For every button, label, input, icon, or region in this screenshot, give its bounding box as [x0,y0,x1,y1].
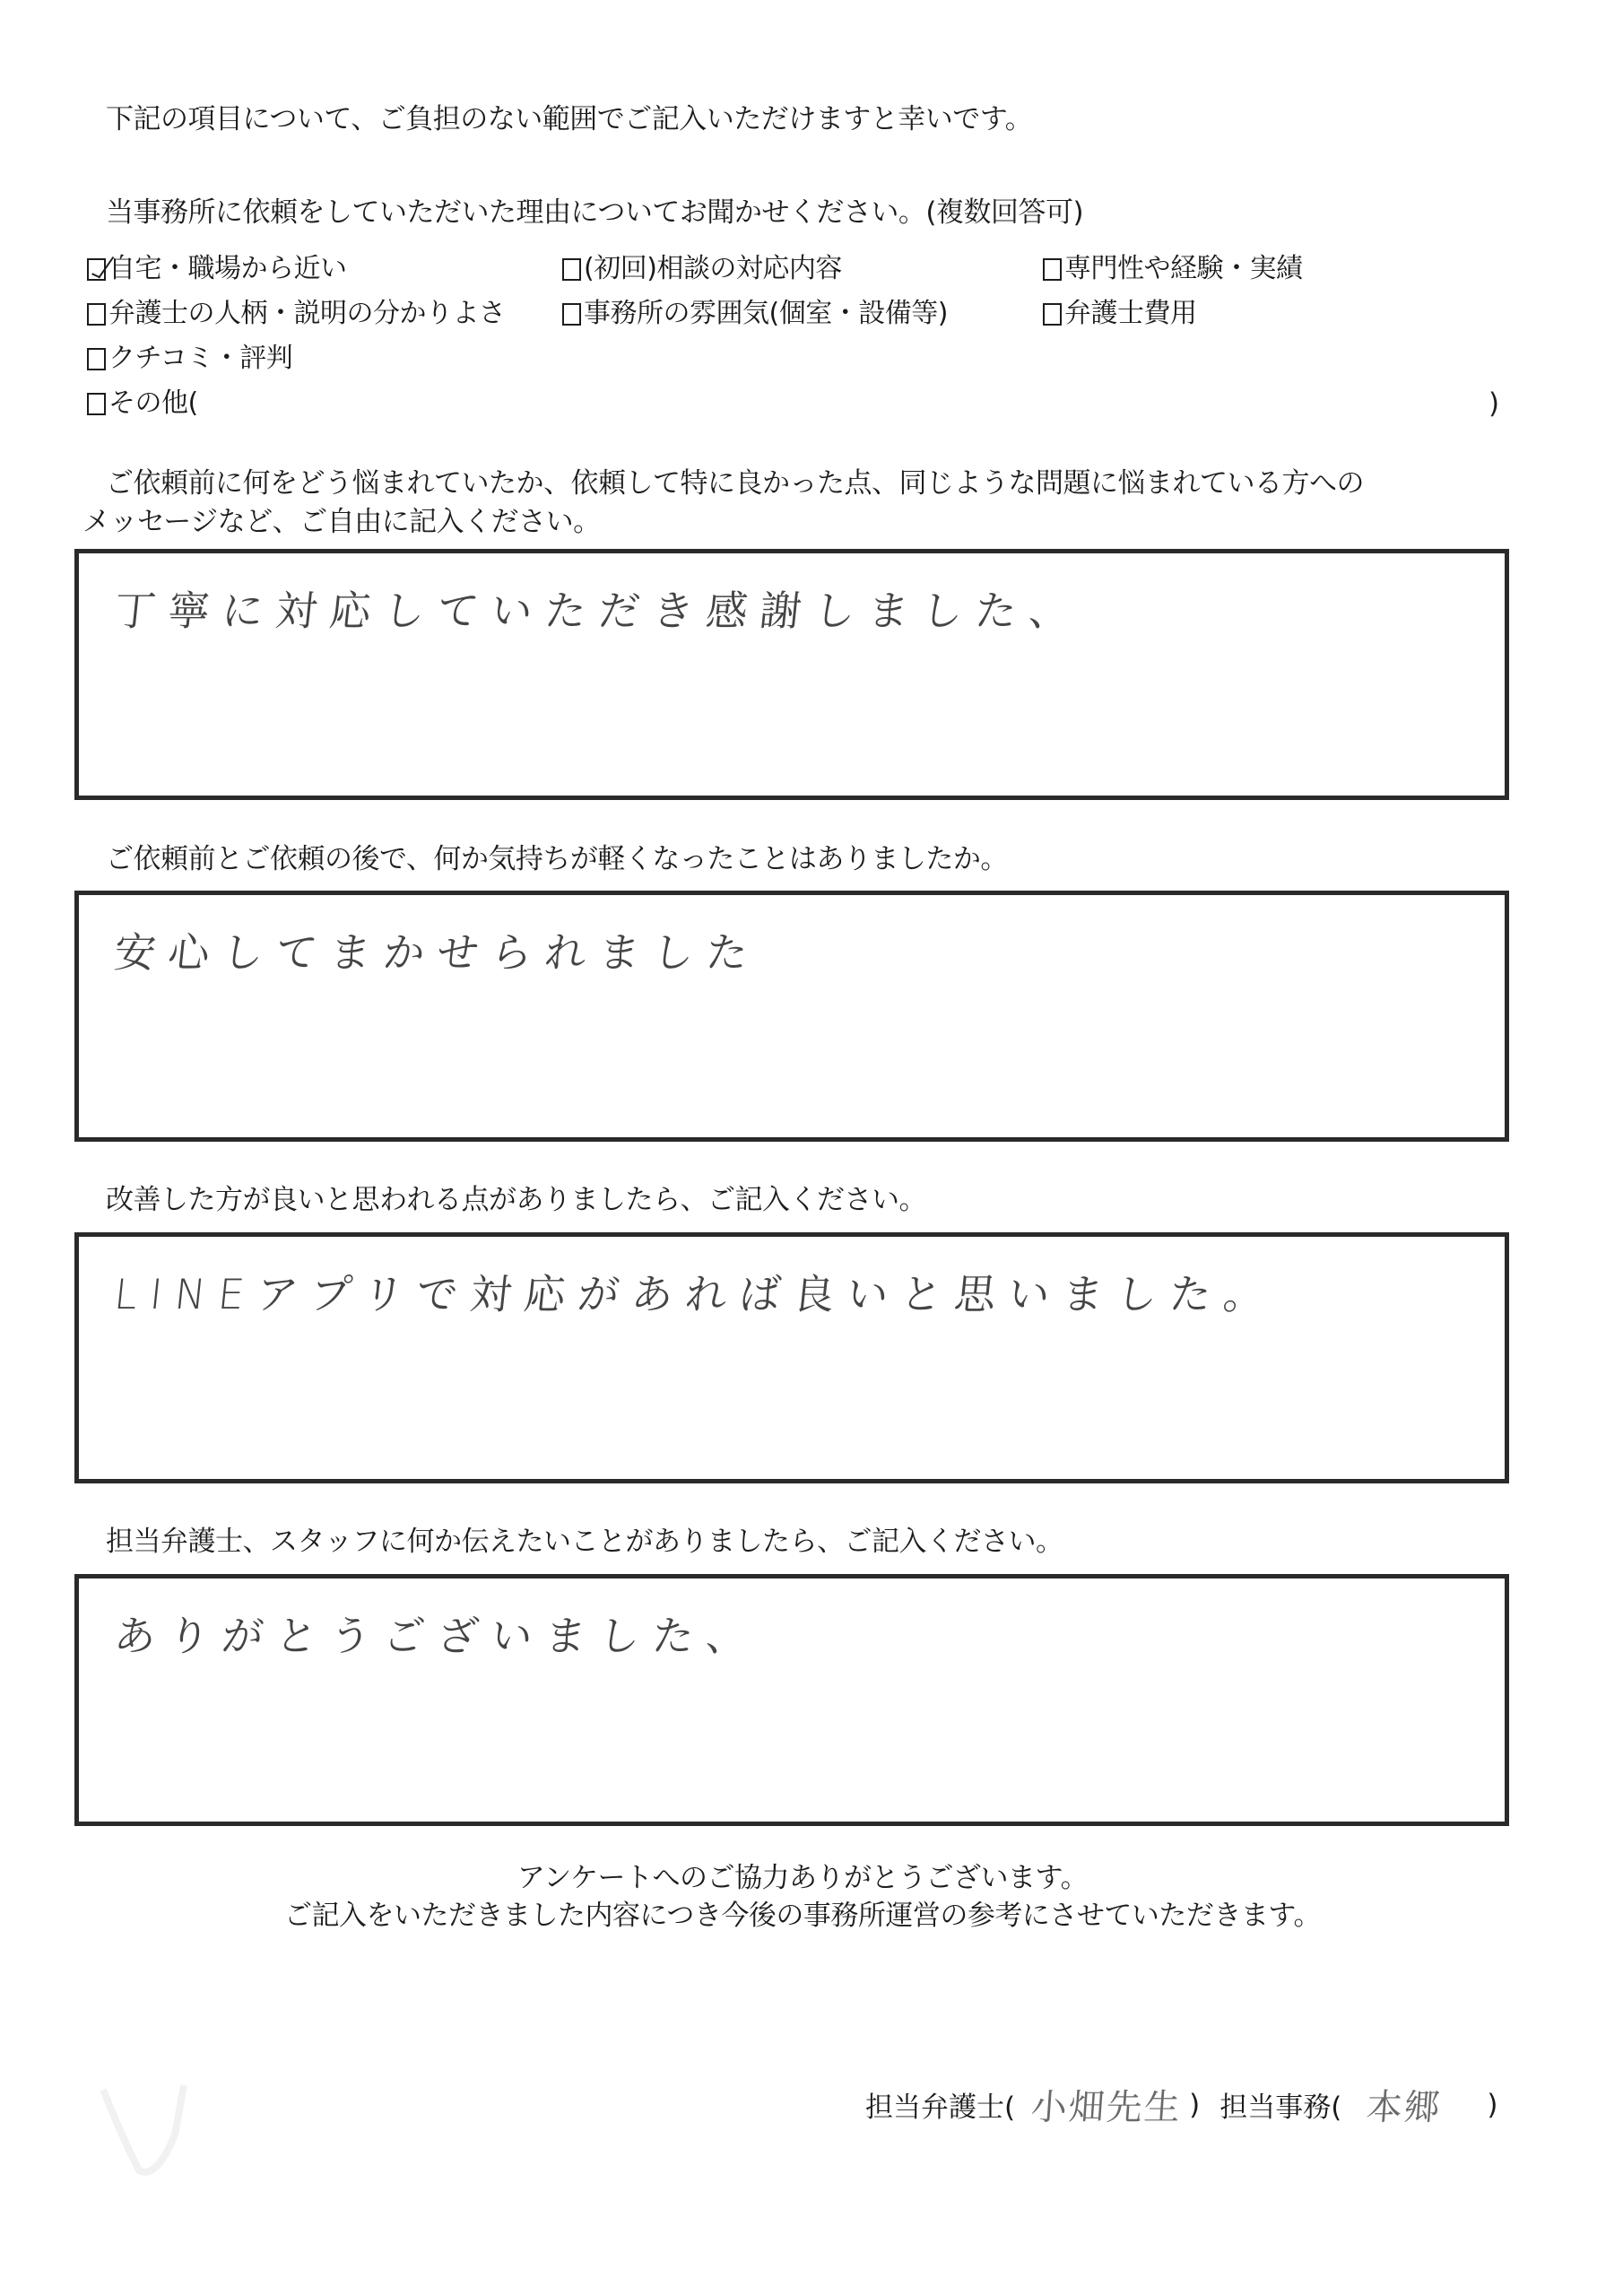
question-1-label-line1: ご依頼前に何をどう悩まれていたか、依頼して特に良かった点、同じような問題に悩まれている方への [106,467,1364,500]
answer-box-3[interactable] [74,1232,1509,1483]
handwritten-answer-3: LINEアプリで対応があれば良いと思いました。 [111,1270,1280,1318]
option-label: クチコミ・評判 [108,343,293,374]
reason-option-office-atmosphere[interactable] [562,300,948,327]
option-label: (初回)相談の対応内容 [584,253,842,284]
question-3-label: 改善した方が良いと思われる点がありましたら、ご記入ください。 [106,1184,926,1216]
other-reason-input[interactable] [233,386,1480,420]
question-4-label: 担当弁護士、スタッフに何か伝えたいことがありましたら、ご記入ください。 [106,1526,1063,1558]
checkbox-icon[interactable] [1043,303,1062,326]
option-label: 弁護士の人柄・説明の分かりよさ [108,298,506,329]
checkbox-icon[interactable] [87,348,106,370]
closing-line-1: アンケートへのご協力ありがとうございます。 [516,1862,1089,1894]
closing-line-2: ご記入をいただきました内容につき今後の事務所運営の参考にさせていただきます。 [284,1900,1321,1932]
lawyer-name-handwritten: 小畑先生 [1029,2087,1184,2128]
reason-option-initial-consultation[interactable] [562,253,842,284]
reason-option-lawyer-personality[interactable] [87,300,506,327]
checkbox-icon[interactable] [562,303,581,326]
lawyer-close-paren: ) [1189,2088,1201,2121]
answer-box-2[interactable] [74,891,1509,1142]
option-label: 事務所の雰囲気(個室・設備等) [584,298,948,329]
reason-option-other[interactable] [87,387,198,419]
option-label: 専門性や経験・実績 [1064,253,1303,284]
checkbox-icon[interactable] [87,303,106,326]
checkbox-icon[interactable] [562,258,581,281]
staff-label: 担当事務( [1219,2092,1342,2124]
staff-name-handwritten: 本郷 [1365,2087,1444,2128]
intro-text: 下記の項目について、ご負担のない範囲でご記入いただけますと幸いです。 [106,103,1033,135]
reason-option-expertise[interactable] [1043,253,1303,284]
staff-close-paren: ) [1487,2088,1498,2121]
other-close-paren: ) [1488,387,1499,420]
checkbox-icon[interactable] [1043,258,1062,281]
signature-line [865,2079,1497,2130]
lawyer-label: 担当弁護士( [865,2092,1016,2124]
reason-option-fees[interactable] [1043,300,1197,327]
answer-box-4[interactable] [74,1574,1509,1826]
handwritten-answer-2: 安心してまかせられました [111,928,763,977]
reason-option-reviews[interactable] [87,345,292,372]
scan-artifact-mark [94,2081,220,2188]
question-2-label: ご依頼前とご依頼の後で、何か気持ちが軽くなったことはありましたか。 [106,843,1008,875]
option-label: その他( [108,387,198,419]
reason-option-near-home-work[interactable] [87,253,347,284]
handwritten-answer-4: ありがとうございました、 [111,1612,763,1660]
reasons-question: 当事務所に依頼をしていただいた理由についてお聞かせください。(複数回答可) [106,196,1084,229]
handwritten-answer-1: 丁寧に対応していただき感謝しました、 [111,587,1086,635]
option-label: 弁護士費用 [1064,298,1197,329]
question-1-label-line2: メッセージなど、ご自由に記入ください。 [82,506,601,538]
option-label: 自宅・職場から近い [108,253,347,284]
checkbox-checked-icon[interactable] [87,258,106,281]
checkbox-icon[interactable] [87,393,106,415]
answer-box-1[interactable] [74,549,1509,800]
